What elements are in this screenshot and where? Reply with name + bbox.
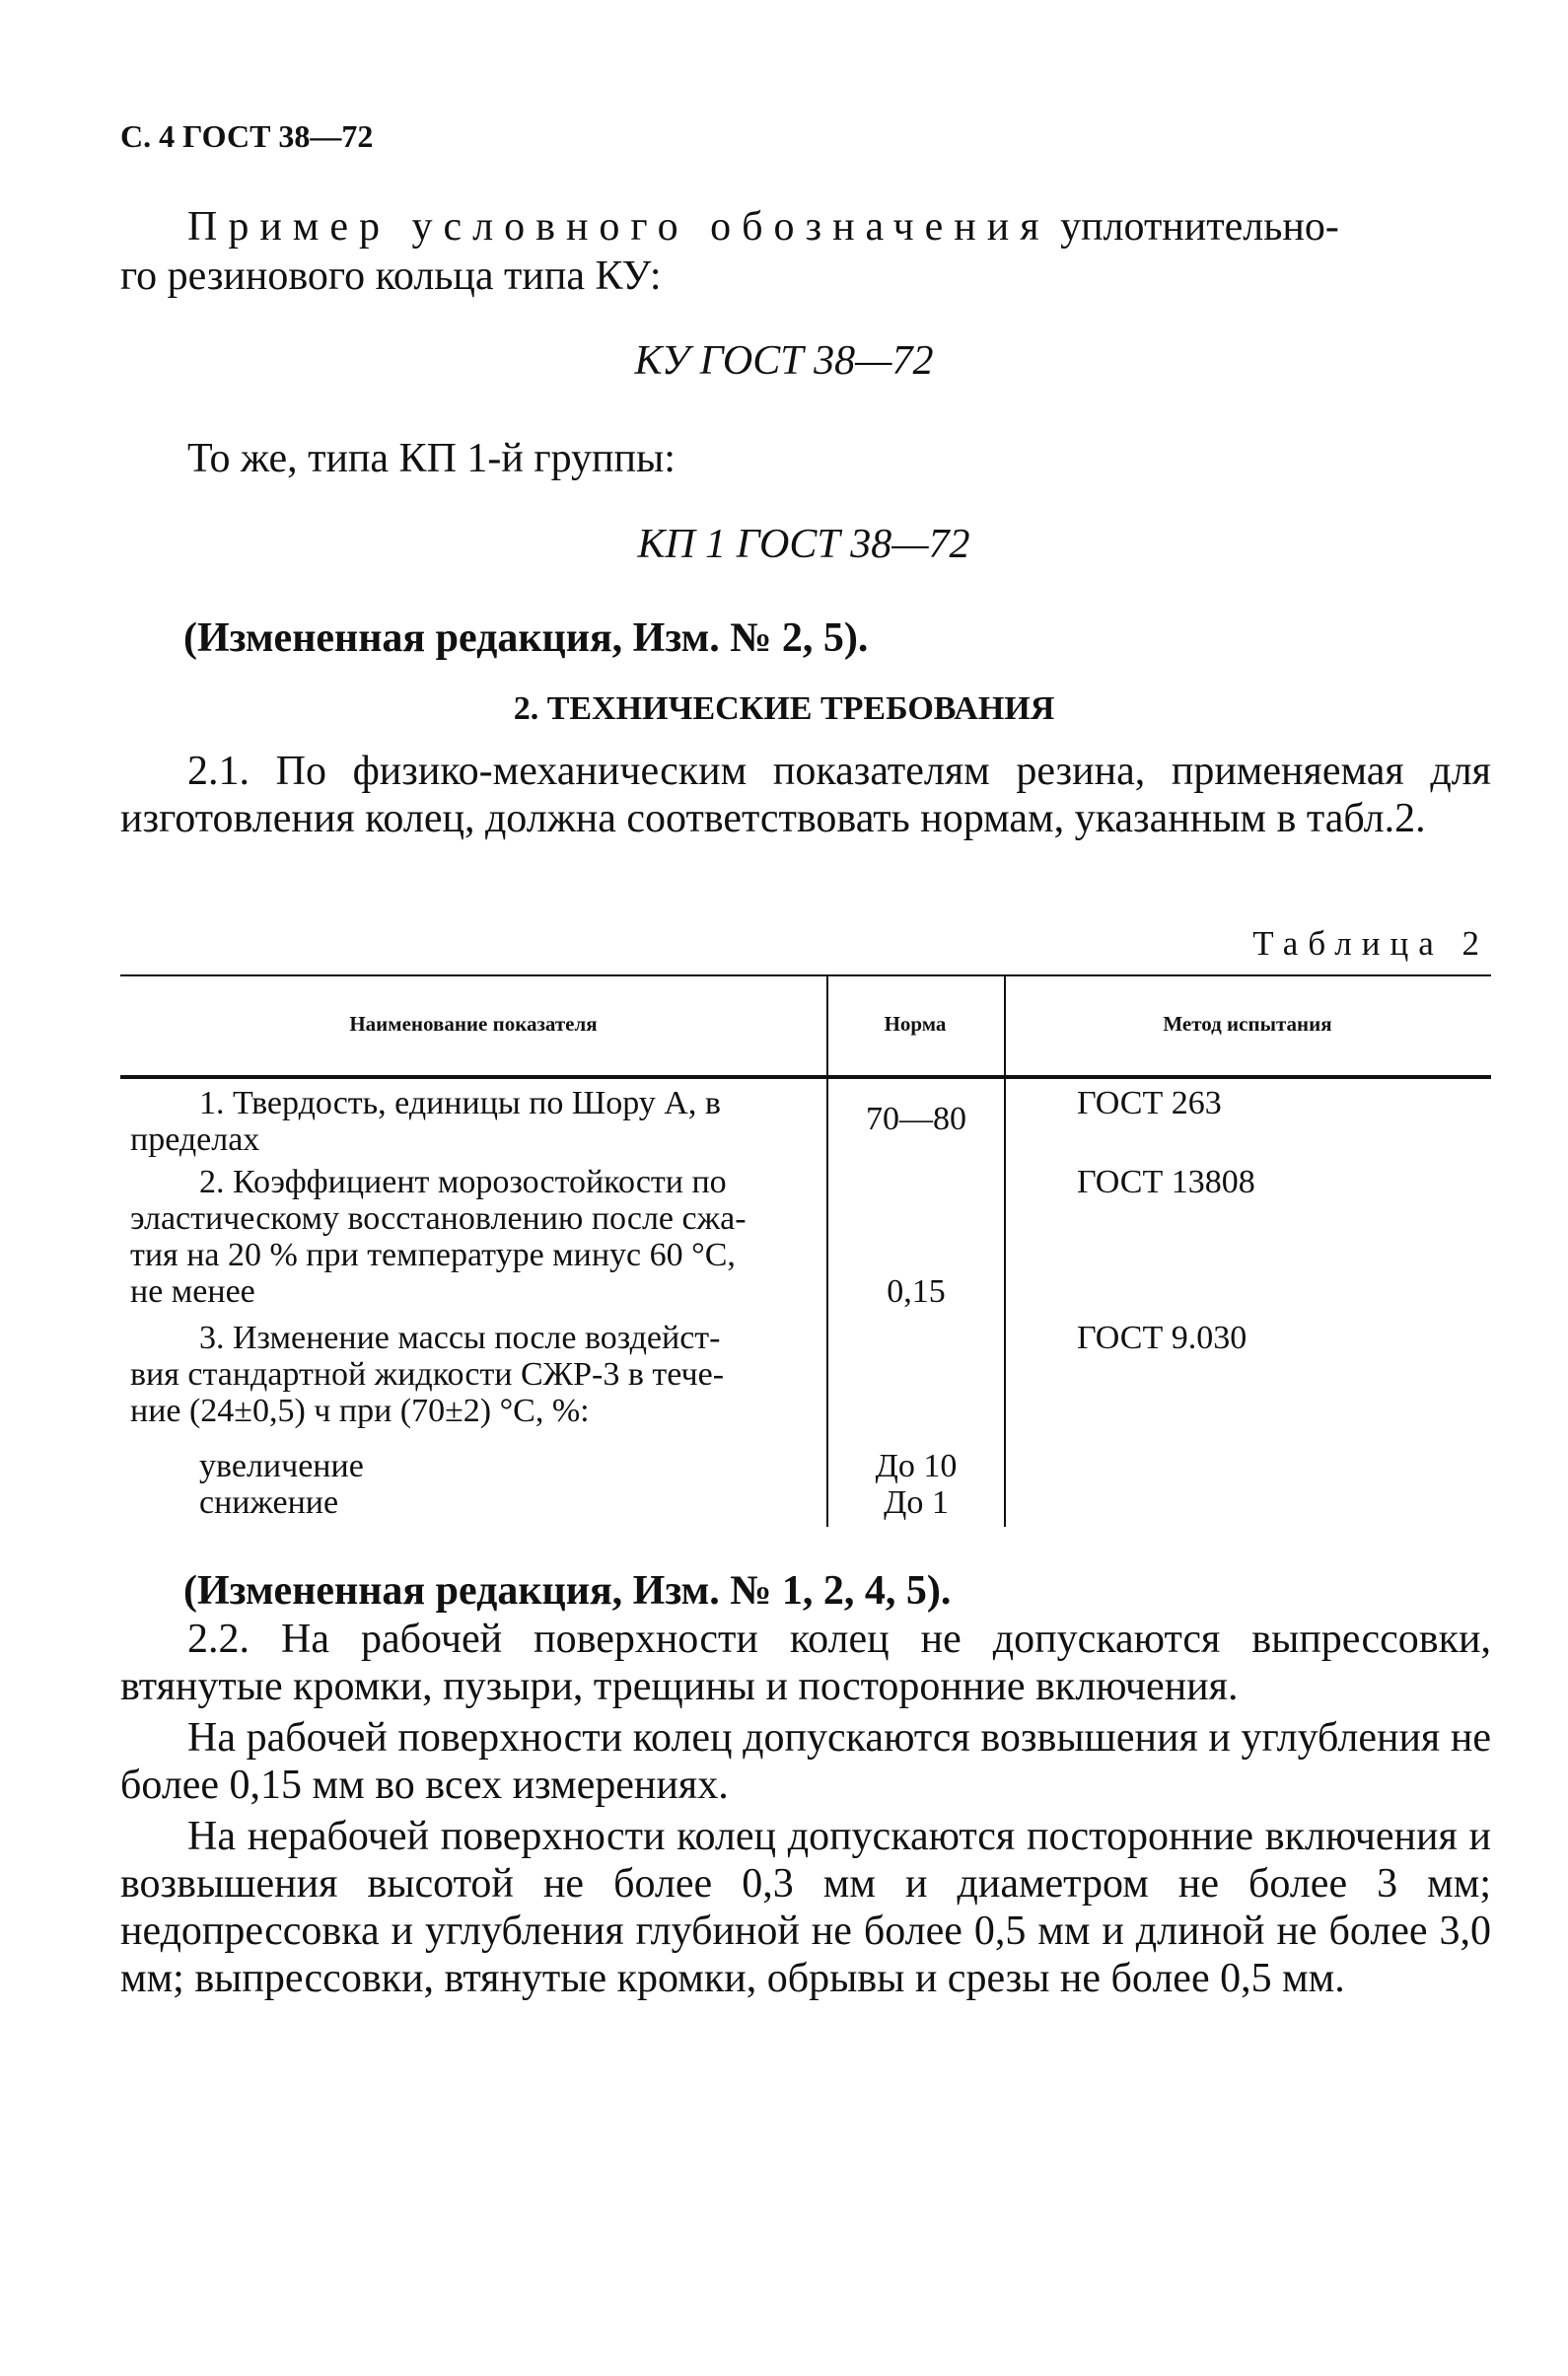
row3-name-l2: вия стандартной жидкости СЖР-3 в тече- [130, 1356, 725, 1393]
row2-method: ГОСТ 13808 [1077, 1164, 1255, 1200]
table-col-divider-2 [1004, 974, 1006, 1527]
table-top-rule [120, 974, 1491, 976]
designation-ku: КУ ГОСТ 38—72 [634, 338, 934, 384]
paragraph-2-2-c: На нерабочей поверхности колец допускаются посторонние включения и возвышения высотой не более 0,3 мм и диаметром не более 3 мм; недопрессовка и углубления глубиной не более 0,5 мм и длиной не более 3,0 мм; выпрессовки, втянутые кромки, обрывы и срезы не более 0,5 мм. [120, 1814, 1491, 2001]
row1-norm: 70—80 [866, 1101, 966, 1137]
row3-name-l3: ние (24±0,5) ч при (70±2) °С, %: [130, 1393, 590, 1429]
row3-sub-increase-norm: До 10 [875, 1448, 958, 1484]
row1-method: ГОСТ 263 [1077, 1085, 1222, 1121]
example-paragraph [120, 202, 1489, 301]
row3-sub-increase: увеличение [199, 1448, 364, 1484]
revision-note-2: (Измененная редакция, Изм. № 1, 2, 4, 5). [183, 1568, 952, 1614]
header-norm: Норма [884, 1012, 947, 1036]
row2-name-l3: тия на 20 % при температуре минус 60 °С, [130, 1237, 736, 1273]
row1-name-l1: 1. Твердость, единицы по Шору А, в [199, 1085, 721, 1121]
row3-sub-decrease: снижение [199, 1484, 339, 1521]
header-method: Метод испытания [1163, 1012, 1332, 1036]
row3-name-l1: 3. Изменение массы после воздейст- [199, 1320, 721, 1356]
page-header: С. 4 ГОСТ 38—72 [120, 118, 374, 154]
header-name: Наименование показателя [349, 1012, 598, 1036]
table-col-divider-1 [826, 974, 828, 1527]
row2-name-l1: 2. Коэффициент морозостойкости по [199, 1164, 727, 1200]
designation-kp: КП 1 ГОСТ 38—72 [637, 522, 970, 567]
row3-method: ГОСТ 9.030 [1077, 1320, 1247, 1356]
paragraph-2-1: 2.1. По физико-механическим показателям резина, применяемая для изготовления колец, должна соответствовать нормам, указанным в табл.2. [120, 749, 1491, 841]
paragraph-2-2: 2.2. На рабочей поверхности колец не допускаются выпрессовки, втянутые кромки, пузыри, трещины и посторонние включения. [120, 1617, 1491, 1709]
same-kp-text: То же, типа КП 1-й группы: [187, 436, 676, 481]
row2-name-l2: эластическому восстановлению после сжа- [130, 1200, 747, 1237]
paragraph-2-2-b: На рабочей поверхности колец допускаются возвышения и углубления не более 0,15 мм во всех измерениях. [120, 1715, 1491, 1808]
revision-note-1: (Измененная редакция, Изм. № 2, 5). [183, 615, 869, 661]
table-caption: Таблица 2 [1252, 924, 1489, 963]
row3-sub-decrease-norm: До 1 [884, 1484, 949, 1521]
table-header-rule [120, 1075, 1491, 1079]
section-title: 2. ТЕХНИЧЕСКИЕ ТРЕБОВАНИЯ [513, 690, 1055, 727]
example-text-rest: уплотнительно- [1060, 204, 1339, 250]
example-spaced-text: Пример условного обозначения [187, 204, 1050, 250]
example-text-line2: го резинового кольца типа КУ: [120, 253, 662, 299]
row2-norm: 0,15 [887, 1273, 946, 1310]
row2-name-l4: не менее [130, 1273, 255, 1310]
table-2 [120, 974, 1491, 1527]
row1-name-l2: пределах [130, 1121, 260, 1158]
